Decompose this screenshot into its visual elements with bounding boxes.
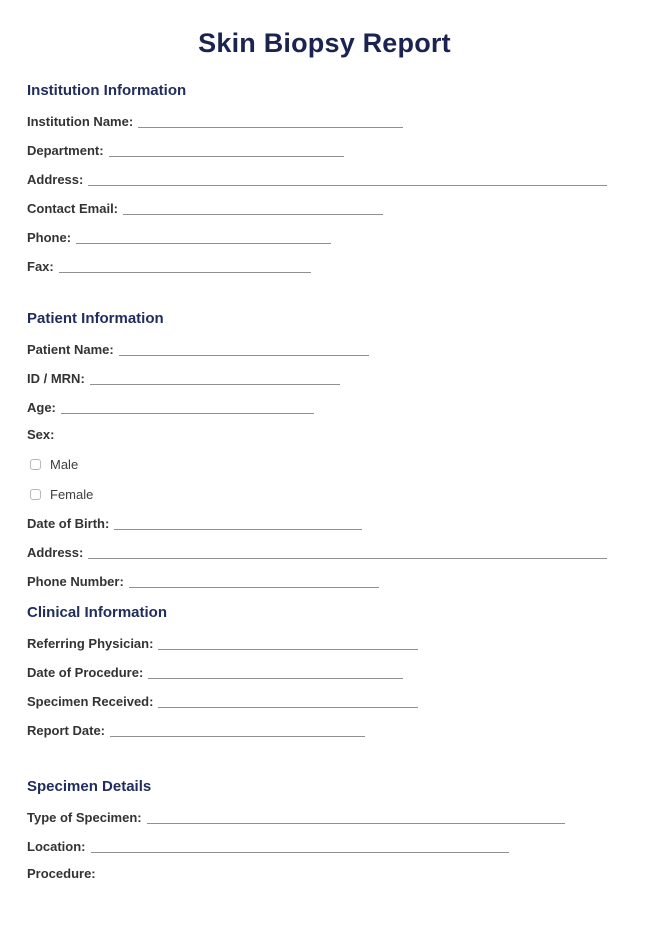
field-label: Location: [27, 839, 86, 854]
field-label: Phone Number: [27, 574, 124, 589]
field-patient-address [27, 544, 607, 560]
field-sex [27, 428, 607, 442]
field-specimen-received [27, 693, 607, 709]
field-phone-number [27, 573, 607, 589]
field-label: Age: [27, 400, 56, 415]
id-mrn-input-line[interactable] [90, 372, 340, 385]
field-label: Patient Name: [27, 342, 114, 357]
field-date-of-birth [27, 515, 607, 531]
phone-input-line[interactable] [76, 231, 331, 244]
field-institution-name [27, 113, 607, 129]
specimen-received-input-line[interactable] [158, 695, 418, 708]
field-age [27, 399, 607, 415]
sex-option-female[interactable] [30, 487, 607, 502]
field-type-of-specimen [27, 809, 607, 825]
field-label: ID / MRN: [27, 371, 85, 386]
field-contact-email [27, 200, 607, 216]
field-label: Address: [27, 545, 84, 560]
date-of-birth-input-line[interactable] [114, 517, 362, 530]
field-fax [27, 258, 607, 274]
field-phone [27, 229, 607, 245]
field-location [27, 838, 607, 854]
male-checkbox[interactable] [30, 459, 41, 470]
field-label: Date of Birth: [27, 516, 110, 531]
section-heading-institution: Institution Information [27, 82, 187, 99]
section-institution [27, 82, 607, 274]
section-specimen [27, 778, 607, 881]
section-heading-patient: Patient Information [27, 310, 164, 327]
type-of-specimen-input-line[interactable] [147, 811, 565, 824]
field-label: Type of Specimen: [27, 810, 142, 825]
age-input-line[interactable] [61, 401, 314, 414]
page-title: Skin Biopsy Report [198, 28, 451, 58]
field-label: Fax: [27, 259, 54, 274]
date-of-procedure-input-line[interactable] [148, 666, 403, 679]
field-id-mrn [27, 370, 607, 386]
document-page [0, 28, 649, 928]
document-content [0, 82, 649, 881]
fax-input-line[interactable] [59, 260, 311, 273]
patient-name-input-line[interactable] [119, 343, 369, 356]
field-procedure [27, 867, 607, 881]
field-label: Department: [27, 143, 104, 158]
field-department [27, 142, 607, 158]
female-checkbox[interactable] [30, 489, 41, 500]
field-label: Specimen Received: [27, 694, 154, 709]
sex-option-male[interactable] [30, 457, 607, 472]
field-report-date [27, 722, 607, 738]
field-label: Procedure: [27, 866, 96, 881]
department-input-line[interactable] [109, 144, 344, 157]
field-institution-address [27, 171, 607, 187]
institution-address-input-line[interactable] [88, 173, 607, 186]
field-label: Phone: [27, 230, 72, 245]
section-heading-specimen: Specimen Details [27, 778, 152, 795]
male-checkbox-label: Male [50, 457, 79, 472]
contact-email-input-line[interactable] [123, 202, 383, 215]
field-label: Contact Email: [27, 201, 119, 216]
field-date-of-procedure [27, 664, 607, 680]
field-label: Referring Physician: [27, 636, 154, 651]
patient-address-input-line[interactable] [88, 546, 607, 559]
location-input-line[interactable] [91, 840, 509, 853]
section-heading-clinical: Clinical Information [27, 604, 168, 621]
female-checkbox-label: Female [50, 487, 94, 502]
field-label: Date of Procedure: [27, 665, 144, 680]
field-label: Institution Name: [27, 114, 134, 129]
phone-number-input-line[interactable] [129, 575, 379, 588]
institution-name-input-line[interactable] [138, 115, 403, 128]
section-clinical [27, 604, 607, 738]
field-label: Address: [27, 172, 84, 187]
field-label: Report Date: [27, 723, 106, 738]
section-patient [27, 310, 607, 589]
field-referring-physician [27, 635, 607, 651]
report-date-input-line[interactable] [110, 724, 365, 737]
referring-physician-input-line[interactable] [158, 637, 418, 650]
sex-label: Sex: [27, 427, 55, 442]
field-patient-name [27, 341, 607, 357]
